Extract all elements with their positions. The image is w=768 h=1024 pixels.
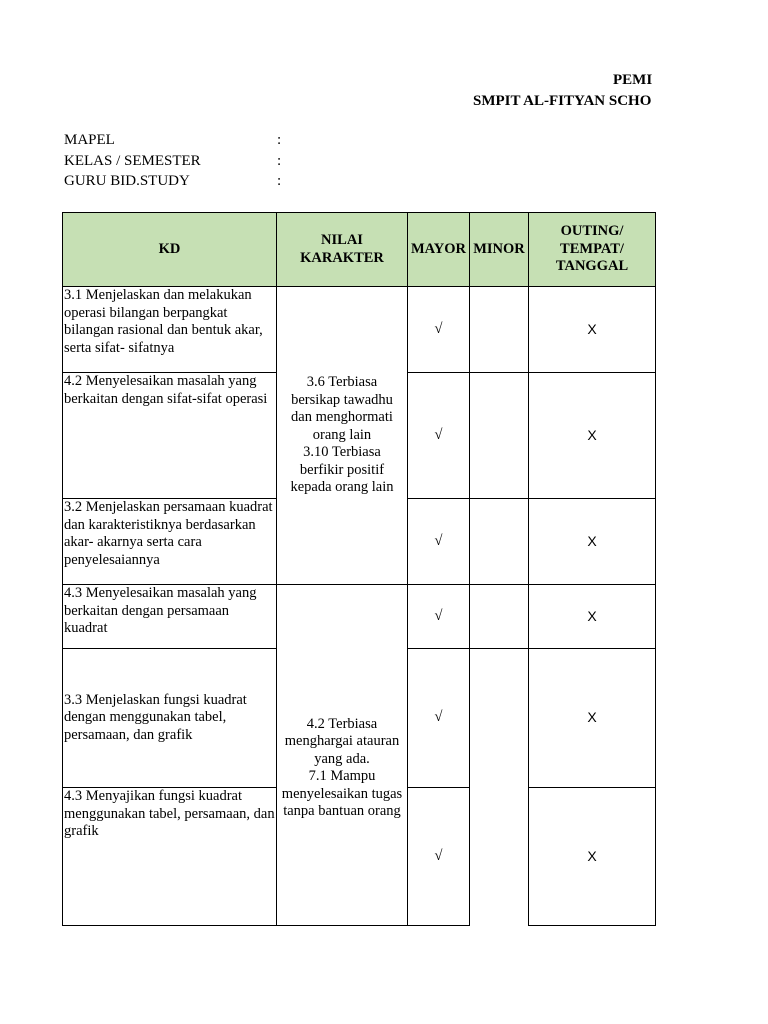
table-row xyxy=(63,287,656,373)
outing-mark: X xyxy=(529,788,656,926)
header-outing xyxy=(529,213,656,287)
document-title: PEMI xyxy=(613,72,653,88)
header-outing-line2: TEMPAT/ xyxy=(560,240,624,257)
nilai-line: kepada orang lain xyxy=(290,479,394,496)
nilai-line: 3.6 Terbiasa xyxy=(306,374,378,391)
nilai-line: dan menghormati xyxy=(291,409,393,426)
kd-cell: 4.3 Menyajikan fungsi kuadrat menggunakan tabel, persamaan, dan grafik xyxy=(63,788,277,926)
kd-cell: 3.2 Menjelaskan persamaan kuadrat dan karakteristiknya berdasarkan akar- akarnya serta cara penyelesaiannya xyxy=(63,499,277,585)
nilai-line: bersikap tawadhu xyxy=(291,391,393,408)
minor-cell xyxy=(470,649,529,926)
nilai-line: tanpa bantuan orang xyxy=(283,803,401,819)
mayor-check: √ xyxy=(408,287,470,373)
info-mapel xyxy=(64,132,281,149)
nilai-line: yang ada. xyxy=(314,750,370,767)
guru-label: GURU BID.STUDY xyxy=(64,173,190,189)
info-kelas xyxy=(64,153,281,170)
header-outing-line3: TANGGAL xyxy=(555,258,629,275)
mapel-colon: : xyxy=(277,132,282,148)
nilai-karakter-cell xyxy=(277,287,408,585)
minor-cell xyxy=(470,373,529,499)
nilai-line: 4.2 Terbiasa xyxy=(306,715,378,732)
outing-mark: X xyxy=(529,287,656,373)
header-minor: MINOR xyxy=(470,213,529,287)
kelas-label: KELAS / SEMESTER xyxy=(64,153,201,169)
table-header-row xyxy=(63,213,656,287)
mayor-check: √ xyxy=(408,649,470,788)
kd-cell: 3.3 Menjelaskan fungsi kuadrat dengan menggunakan tabel, persamaan, dan grafik xyxy=(63,649,277,788)
kd-table xyxy=(62,212,656,926)
outing-mark: X xyxy=(529,649,656,788)
minor-cell xyxy=(470,585,529,649)
outing-mark: X xyxy=(529,373,656,499)
kd-cell: 4.3 Menyelesaikan masalah yang berkaitan dengan persamaan kuadrat xyxy=(63,585,277,649)
nilai-karakter-cell xyxy=(277,585,408,926)
school-name: SMPIT AL-FITYAN SCHO xyxy=(473,93,652,109)
header-nilai-karakter: NILAI KARAKTER xyxy=(277,213,408,287)
outing-mark: X xyxy=(529,585,656,649)
nilai-line: berfikir positif xyxy=(299,461,385,478)
outing-mark: X xyxy=(529,499,656,585)
nilai-line: 7.1 Mampu xyxy=(308,768,376,784)
kelas-colon: : xyxy=(277,153,282,169)
header-kd: KD xyxy=(63,213,277,287)
table-row xyxy=(63,585,656,649)
info-guru xyxy=(64,173,281,190)
mayor-check: √ xyxy=(408,585,470,649)
minor-cell xyxy=(470,499,529,585)
nilai-line: 3.10 Terbiasa xyxy=(303,444,381,461)
mayor-check: √ xyxy=(408,788,470,926)
header-mayor: MAYOR xyxy=(408,213,470,287)
header-outing-line1: OUTING/ xyxy=(560,223,624,240)
nilai-line: menghargai atauran xyxy=(284,733,400,749)
nilai-line: orang lain xyxy=(312,426,372,443)
kd-cell: 4.2 Menyelesaikan masalah yang berkaitan dengan sifat-sifat operasi xyxy=(63,373,277,499)
mapel-label: MAPEL xyxy=(64,132,115,148)
minor-cell xyxy=(470,287,529,373)
mayor-check: √ xyxy=(408,499,470,585)
mayor-check: √ xyxy=(408,373,470,499)
kd-cell: 3.1 Menjelaskan dan melakukan operasi bilangan berpangkat bilangan rasional dan bentuk akar, serta sifat- sifatnya xyxy=(63,287,277,373)
nilai-line: menyelesaikan tugas xyxy=(281,785,403,802)
guru-colon: : xyxy=(277,173,282,189)
